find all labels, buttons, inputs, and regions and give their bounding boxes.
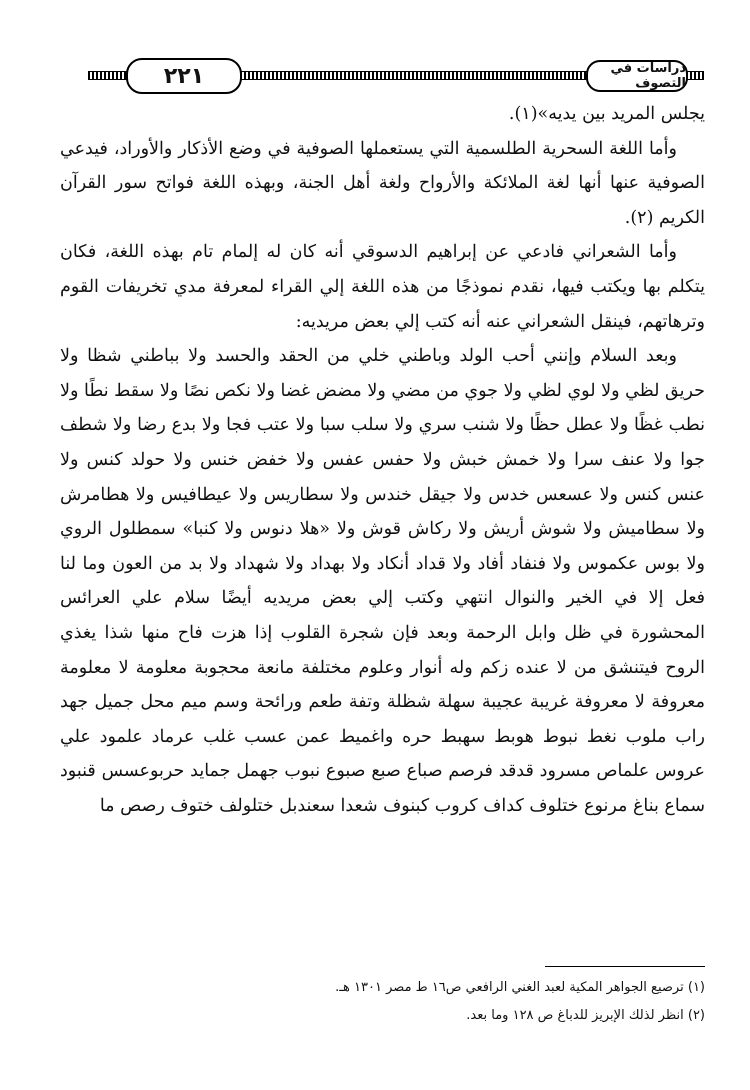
paragraph-continuation: يجلس المريد بين يديه»(١). <box>508 104 705 124</box>
footnote-1: (١) ترصيع الجواهر المكية لعبد الغني الرافعي ص١٦ ط مصر ١٣٠١ هـ. <box>335 980 705 995</box>
footnote-2: (٢) انظر لذلك الإبريز للدباغ ص ١٢٨ وما بعد. <box>466 1008 705 1023</box>
header-rule-middle <box>240 71 588 80</box>
footnotes <box>260 974 705 1030</box>
footnote-separator <box>545 966 705 967</box>
running-header <box>70 58 700 94</box>
paragraph-magic-language: وأما اللغة السحرية الطلسمية التي يستعملها الصوفية في وضع الأذكار والأوراد، فيدعي الصوفية عنها أنها لغة الملائكة والأرواح ولغة أهل الجنة، وبهذه اللغة فواتح سور القرآن الكريم (٢). <box>60 138 705 228</box>
paragraph-shaarani: وأما الشعراني فادعي عن إبراهيم الدسوقي أنه كان له إلمام تام بهذه اللغة، فكان يتكلم بها ويكتب فيها، نقدم نموذجًا من هذه اللغة إلي القراء لمعرفة مدي تخريفات القوم وترهاتهم، فينقل الشعراني عنه أنه كتب إلي بعض مريديه: <box>60 242 705 332</box>
paragraph-quoted-letter: وبعد السلام وإنني أحب الولد وباطني خلي من الحقد والحسد ولا بباطني شظا ولا حريق لظي ولا لوي لظي ولا جوي من مضي ولا مضض غضا ولا نكص نصًا ولا سقط نطًا ولا نطب غظًا ولا عطل حظًا ولا شنب سري ولا سلب سبا ولا عتب فجا ولا بدع رضا ولا شطف جوا ولا عنف سرا ولا خمش خبش ولا حفس عفس ولا خفض خنس ولا حولد كنس ولا عنس كنس ولا عسعس خدس ولا جيقل خندس ولا سطاريس ولا عيطافيس ولا هطامرش ولا سطاميش ولا شوش أريش ولا ركاش قوش ولا «هلا دنوس ولا كنبا» سمطلول الروي ولا بوس عكموس ولا فنفاد أفاد ولا قداد أنكاد ولا بهداد ولا شهداد ولا بد من العون وما لنا فعل إلا في الخير والنوال انتهي وكتب إلي بعض مريديه أيضًا سلام علي العرائس المحشورة في ظل وابل الرحمة وبعد فإن شجرة القلوب إذا هزت فاح منها شذا يغذي الروح فيتنشق من لا عنده زكم وله أنوار وعلوم مختلفة مانعة محجوبة معلومة لا معلومة معروفة لا معروفة غريبة عجيبة سهلة شظلة وتفة طعم ورائحة وسم ميم محل جميل جهد راب ملوب نغط نبوط هوبط سهبط حره واغميط عمن عسب غلب عرماد علمود علي عروس علماص مسرود قدقد فرصم صباع صبع صبوع نبوب جهمل جمايد حربوعسس قنبود سماع بناغ مرنوع ختلوف كداف كروب كبنوف شعدا سعندبل ختلولف ختوف رصص ما <box>60 346 705 816</box>
header-rule-left <box>88 71 128 80</box>
main-text <box>60 97 705 823</box>
book-title: دراسات في التصوف <box>586 60 688 92</box>
page-number: ٢٢١ <box>126 58 242 94</box>
